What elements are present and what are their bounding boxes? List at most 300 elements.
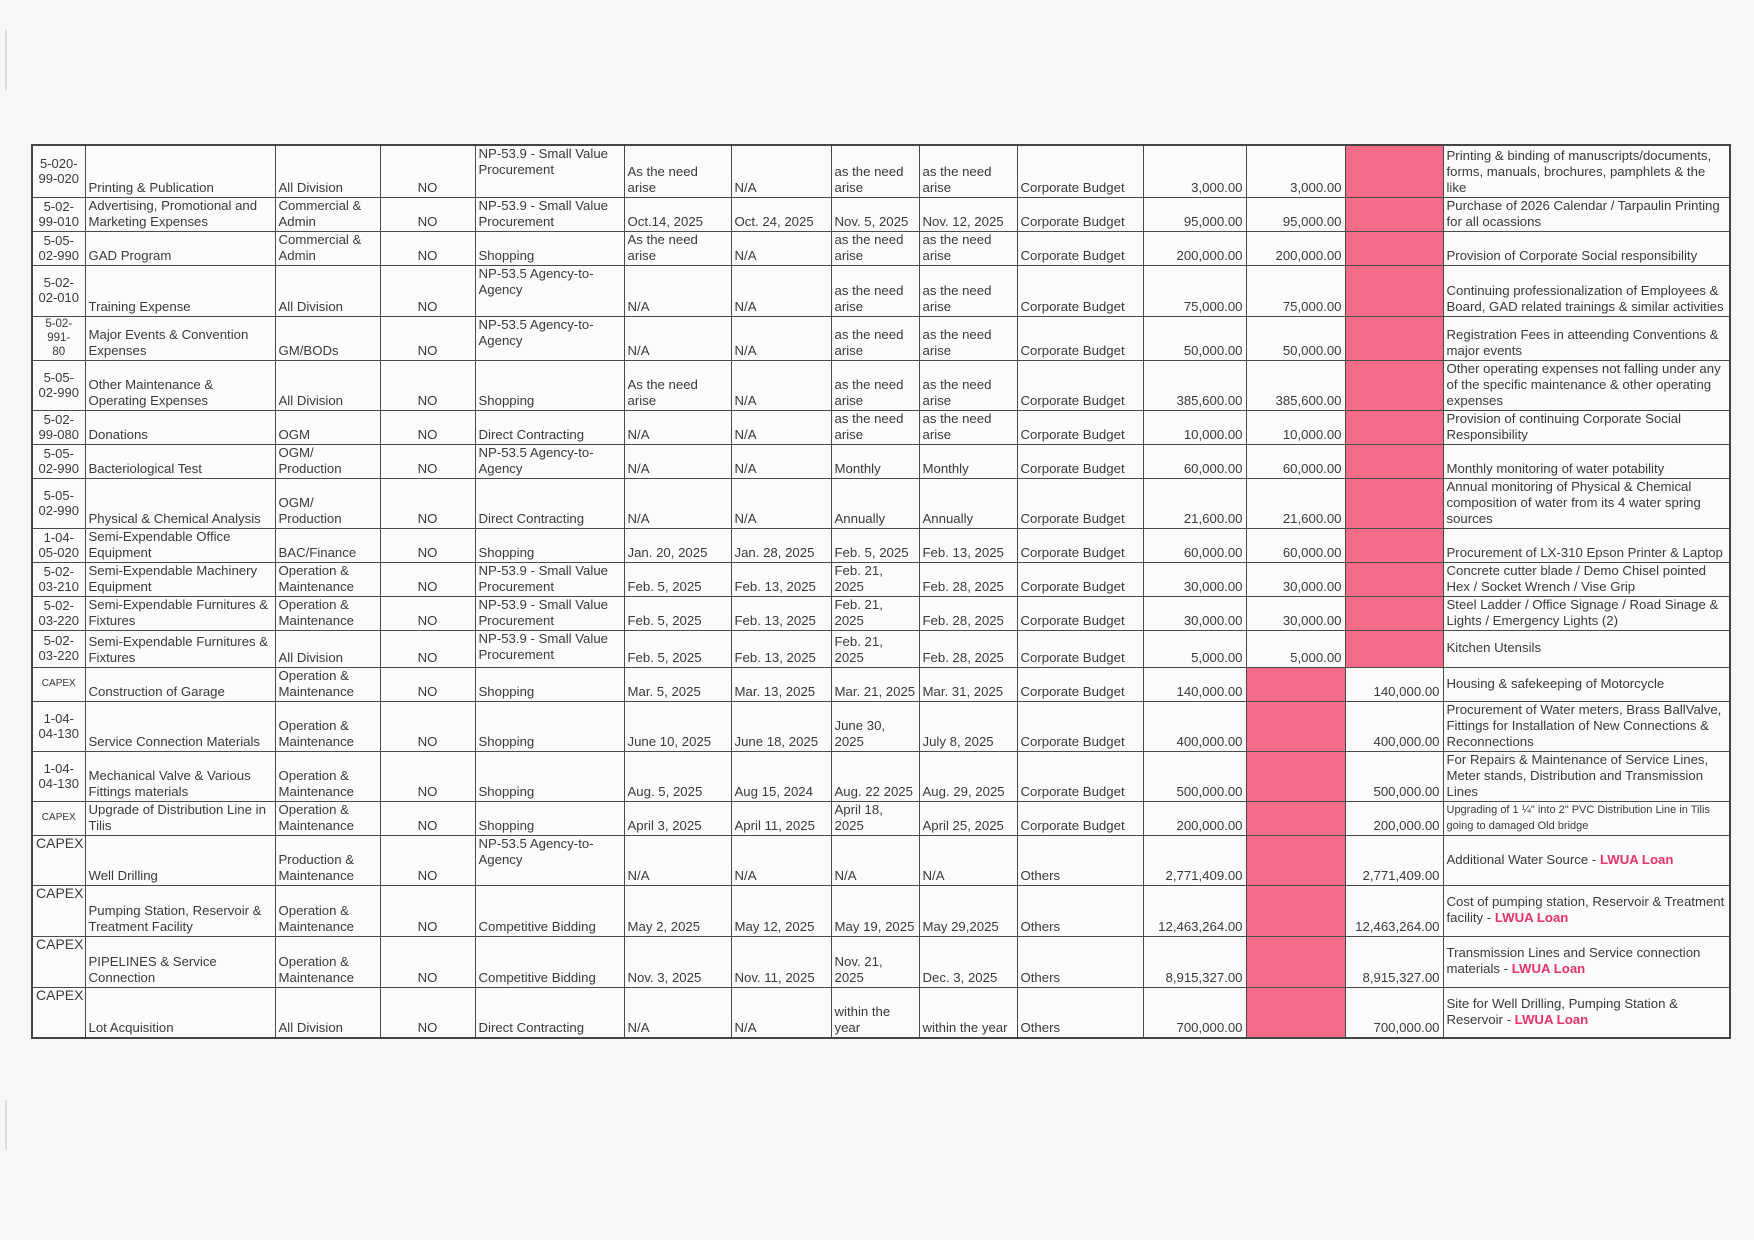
- remarks-cell: [1443, 145, 1730, 197]
- co-amount-cell: 140,000.00: [1345, 667, 1443, 701]
- remarks-text: Steel Ladder / Office Signage / Road Sinage & Lights / Emergency Lights (2): [1446, 596, 1719, 628]
- end-user-cell: Operation & Maintenance: [275, 596, 380, 630]
- remarks-text: Continuing professionalization of Employees & Board, GAD related trainings & similar activities: [1446, 282, 1724, 314]
- advertisement-date-cell: Jan. 20, 2025: [624, 528, 731, 562]
- loan-source-label: LWUA Loan: [1494, 910, 1569, 925]
- contract-signing-cell: as the need arise: [919, 265, 1017, 316]
- scan-edge-mark: [5, 1100, 7, 1150]
- total-budget-cell: 200,000.00: [1143, 231, 1246, 265]
- end-user-cell: Commercial & Admin: [275, 231, 380, 265]
- remarks-cell: [1443, 231, 1730, 265]
- total-budget-cell: 10,000.00: [1143, 410, 1246, 444]
- account-code-cell: CAPEX: [32, 987, 85, 1038]
- remarks-text: Concrete cutter blade / Demo Chisel pointed Hex / Socket Wrench / Vise Grip: [1446, 562, 1706, 594]
- total-budget-cell: 700,000.00: [1143, 987, 1246, 1038]
- fund-source-cell: Corporate Budget: [1017, 667, 1143, 701]
- remarks-cell: [1443, 835, 1730, 885]
- submission-date-cell: N/A: [731, 987, 831, 1038]
- notice-of-award-cell: April 18, 2025: [831, 801, 919, 835]
- cse-cell: NO: [380, 936, 475, 987]
- table-row: [32, 478, 1730, 528]
- end-user-cell: Operation & Maintenance: [275, 562, 380, 596]
- procurement-item-cell: Major Events & Convention Expenses: [85, 316, 275, 360]
- procurement-mode-cell: NP-53.9 - Small Value Procurement: [475, 145, 624, 197]
- procurement-item-cell: Training Expense: [85, 265, 275, 316]
- advertisement-date-cell: Feb. 5, 2025: [624, 562, 731, 596]
- notice-of-award-cell: as the need arise: [831, 145, 919, 197]
- notice-of-award-cell: within the year: [831, 987, 919, 1038]
- procurement-item-cell: Upgrade of Distribution Line in Tilis: [85, 801, 275, 835]
- remarks-cell: [1443, 701, 1730, 751]
- notice-of-award-cell: as the need arise: [831, 316, 919, 360]
- advertisement-date-cell: Mar. 5, 2025: [624, 667, 731, 701]
- account-code-cell: 5-05- 02-990: [32, 360, 85, 410]
- co-highlight-cell: [1345, 197, 1443, 231]
- procurement-item-cell: Pumping Station, Reservoir & Treatment Facility: [85, 885, 275, 936]
- account-code-cell: CAPEX: [32, 885, 85, 936]
- total-budget-cell: 385,600.00: [1143, 360, 1246, 410]
- fund-source-cell: Corporate Budget: [1017, 145, 1143, 197]
- co-highlight-cell: [1345, 630, 1443, 667]
- fund-source-cell: Corporate Budget: [1017, 316, 1143, 360]
- procurement-plan-table: [31, 144, 1731, 1039]
- contract-signing-cell: Aug. 29, 2025: [919, 751, 1017, 801]
- contract-signing-cell: Feb. 13, 2025: [919, 528, 1017, 562]
- mooe-highlight-cell: [1246, 835, 1345, 885]
- total-budget-cell: 30,000.00: [1143, 562, 1246, 596]
- procurement-mode-cell: NP-53.9 - Small Value Procurement: [475, 596, 624, 630]
- notice-of-award-cell: Aug. 22 2025: [831, 751, 919, 801]
- fund-source-cell: Corporate Budget: [1017, 630, 1143, 667]
- co-amount-cell: 400,000.00: [1345, 701, 1443, 751]
- account-code-cell: 5-020- 99-020: [32, 145, 85, 197]
- notice-of-award-cell: June 30, 2025: [831, 701, 919, 751]
- submission-date-cell: Oct. 24, 2025: [731, 197, 831, 231]
- account-code-cell: 5-05- 02-990: [32, 444, 85, 478]
- table-row: [32, 444, 1730, 478]
- total-budget-cell: 140,000.00: [1143, 667, 1246, 701]
- co-highlight-cell: [1345, 528, 1443, 562]
- cse-cell: NO: [380, 316, 475, 360]
- notice-of-award-cell: as the need arise: [831, 410, 919, 444]
- contract-signing-cell: May 29,2025: [919, 885, 1017, 936]
- procurement-item-cell: Semi-Expendable Furnitures & Fixtures: [85, 596, 275, 630]
- remarks-text: Procurement of LX-310 Epson Printer & Laptop: [1446, 544, 1723, 560]
- table-row: [32, 360, 1730, 410]
- table-row: [32, 835, 1730, 885]
- advertisement-date-cell: N/A: [624, 444, 731, 478]
- mooe-amount-cell: 95,000.00: [1246, 197, 1345, 231]
- account-code-cell: 5-05- 02-990: [32, 478, 85, 528]
- total-budget-cell: 3,000.00: [1143, 145, 1246, 197]
- table-row: [32, 231, 1730, 265]
- submission-date-cell: Feb. 13, 2025: [731, 630, 831, 667]
- contract-signing-cell: within the year: [919, 987, 1017, 1038]
- mooe-amount-cell: 385,600.00: [1246, 360, 1345, 410]
- account-code-cell: 5-02- 03-220: [32, 630, 85, 667]
- mooe-amount-cell: 60,000.00: [1246, 528, 1345, 562]
- end-user-cell: OGM/ Production: [275, 478, 380, 528]
- advertisement-date-cell: April 3, 2025: [624, 801, 731, 835]
- cse-cell: NO: [380, 444, 475, 478]
- cse-cell: NO: [380, 478, 475, 528]
- procurement-mode-cell: NP-53.5 Agency-to-Agency: [475, 316, 624, 360]
- table-row: [32, 701, 1730, 751]
- remarks-cell: [1443, 751, 1730, 801]
- mooe-amount-cell: 50,000.00: [1246, 316, 1345, 360]
- fund-source-cell: Corporate Budget: [1017, 701, 1143, 751]
- remarks-cell: [1443, 885, 1730, 936]
- advertisement-date-cell: May 2, 2025: [624, 885, 731, 936]
- procurement-item-cell: Bacteriological Test: [85, 444, 275, 478]
- procurement-mode-cell: Direct Contracting: [475, 987, 624, 1038]
- remarks-text: Other operating expenses not falling under any of the specific maintenance & other operating expenses: [1446, 360, 1721, 408]
- submission-date-cell: N/A: [731, 444, 831, 478]
- account-code-cell: 5-02- 03-220: [32, 596, 85, 630]
- submission-date-cell: N/A: [731, 316, 831, 360]
- co-amount-cell: 200,000.00: [1345, 801, 1443, 835]
- advertisement-date-cell: N/A: [624, 478, 731, 528]
- co-highlight-cell: [1345, 410, 1443, 444]
- total-budget-cell: 500,000.00: [1143, 751, 1246, 801]
- notice-of-award-cell: Nov. 21, 2025: [831, 936, 919, 987]
- contract-signing-cell: Monthly: [919, 444, 1017, 478]
- notice-of-award-cell: as the need arise: [831, 265, 919, 316]
- table-row: [32, 410, 1730, 444]
- remarks-cell: [1443, 444, 1730, 478]
- procurement-item-cell: Lot Acquisition: [85, 987, 275, 1038]
- account-code-cell: CAPEX: [32, 936, 85, 987]
- total-budget-cell: 400,000.00: [1143, 701, 1246, 751]
- loan-source-label: LWUA Loan: [1599, 851, 1674, 867]
- remarks-cell: [1443, 801, 1730, 835]
- procurement-mode-cell: Shopping: [475, 231, 624, 265]
- contract-signing-cell: N/A: [919, 835, 1017, 885]
- notice-of-award-cell: Feb. 21, 2025: [831, 596, 919, 630]
- end-user-cell: All Division: [275, 987, 380, 1038]
- notice-of-award-cell: Mar. 21, 2025: [831, 667, 919, 701]
- remarks-cell: [1443, 987, 1730, 1038]
- remarks-text: Kitchen Utensils: [1446, 640, 1542, 655]
- remarks-text: Upgrading of 1 ¼" into 2" PVC Distribution Line in Tilis going to damaged Old bridge: [1446, 803, 1710, 832]
- cse-cell: NO: [380, 265, 475, 316]
- procurement-mode-cell: Competitive Bidding: [475, 936, 624, 987]
- remarks-cell: [1443, 936, 1730, 987]
- mooe-amount-cell: 3,000.00: [1246, 145, 1345, 197]
- co-highlight-cell: [1345, 562, 1443, 596]
- mooe-amount-cell: 21,600.00: [1246, 478, 1345, 528]
- submission-date-cell: N/A: [731, 835, 831, 885]
- contract-signing-cell: April 25, 2025: [919, 801, 1017, 835]
- procurement-item-cell: Semi-Expendable Machinery Equipment: [85, 562, 275, 596]
- procurement-mode-cell: NP-53.5 Agency-to-Agency: [475, 835, 624, 885]
- procurement-item-cell: Other Maintenance & Operating Expenses: [85, 360, 275, 410]
- account-code-cell: 5-02- 02-010: [32, 265, 85, 316]
- submission-date-cell: N/A: [731, 410, 831, 444]
- remarks-text: Cost of pumping station, Reservoir & Treatment facility -: [1446, 894, 1725, 925]
- co-highlight-cell: [1345, 360, 1443, 410]
- fund-source-cell: Corporate Budget: [1017, 528, 1143, 562]
- cse-cell: NO: [380, 410, 475, 444]
- notice-of-award-cell: Nov. 5, 2025: [831, 197, 919, 231]
- advertisement-date-cell: Oct.14, 2025: [624, 197, 731, 231]
- total-budget-cell: 21,600.00: [1143, 478, 1246, 528]
- cse-cell: NO: [380, 145, 475, 197]
- table-row: [32, 667, 1730, 701]
- cse-cell: NO: [380, 835, 475, 885]
- fund-source-cell: Others: [1017, 936, 1143, 987]
- contract-signing-cell: as the need arise: [919, 410, 1017, 444]
- co-amount-cell: 2,771,409.00: [1345, 835, 1443, 885]
- notice-of-award-cell: Feb. 21, 2025: [831, 630, 919, 667]
- procurement-mode-cell: NP-53.5 Agency-to-Agency: [475, 265, 624, 316]
- remarks-cell: [1443, 316, 1730, 360]
- end-user-cell: Operation & Maintenance: [275, 751, 380, 801]
- mooe-amount-cell: 10,000.00: [1246, 410, 1345, 444]
- procurement-item-cell: Printing & Publication: [85, 145, 275, 197]
- total-budget-cell: 75,000.00: [1143, 265, 1246, 316]
- total-budget-cell: 2,771,409.00: [1143, 835, 1246, 885]
- remarks-text: Registration Fees in atteending Conventions & major events: [1446, 326, 1719, 358]
- remarks-text: Additional Water Source -: [1446, 851, 1600, 867]
- contract-signing-cell: as the need arise: [919, 231, 1017, 265]
- contract-signing-cell: Mar. 31, 2025: [919, 667, 1017, 701]
- end-user-cell: All Division: [275, 630, 380, 667]
- total-budget-cell: 50,000.00: [1143, 316, 1246, 360]
- notice-of-award-cell: Feb. 5, 2025: [831, 528, 919, 562]
- contract-signing-cell: Nov. 12, 2025: [919, 197, 1017, 231]
- fund-source-cell: Corporate Budget: [1017, 444, 1143, 478]
- procurement-item-cell: Construction of Garage: [85, 667, 275, 701]
- end-user-cell: All Division: [275, 145, 380, 197]
- co-highlight-cell: [1345, 478, 1443, 528]
- submission-date-cell: April 11, 2025: [731, 801, 831, 835]
- total-budget-cell: 95,000.00: [1143, 197, 1246, 231]
- cse-cell: NO: [380, 231, 475, 265]
- cse-cell: NO: [380, 701, 475, 751]
- cse-cell: NO: [380, 801, 475, 835]
- contract-signing-cell: Feb. 28, 2025: [919, 562, 1017, 596]
- procurement-mode-cell: NP-53.5 Agency-to-Agency: [475, 444, 624, 478]
- fund-source-cell: Corporate Budget: [1017, 231, 1143, 265]
- co-amount-cell: 500,000.00: [1345, 751, 1443, 801]
- remarks-cell: [1443, 630, 1730, 667]
- total-budget-cell: 60,000.00: [1143, 444, 1246, 478]
- cse-cell: NO: [380, 528, 475, 562]
- table-row: [32, 145, 1730, 197]
- fund-source-cell: Corporate Budget: [1017, 562, 1143, 596]
- contract-signing-cell: as the need arise: [919, 316, 1017, 360]
- mooe-amount-cell: 75,000.00: [1246, 265, 1345, 316]
- remarks-cell: [1443, 265, 1730, 316]
- procurement-mode-cell: Shopping: [475, 801, 624, 835]
- remarks-cell: [1443, 360, 1730, 410]
- remarks-cell: [1443, 478, 1730, 528]
- procurement-mode-cell: Shopping: [475, 528, 624, 562]
- contract-signing-cell: Feb. 28, 2025: [919, 596, 1017, 630]
- contract-signing-cell: Dec. 3, 2025: [919, 936, 1017, 987]
- table-row: [32, 316, 1730, 360]
- procurement-mode-cell: NP-53.9 - Small Value Procurement: [475, 562, 624, 596]
- advertisement-date-cell: Feb. 5, 2025: [624, 596, 731, 630]
- remarks-text: Transmission Lines and Service connection materials -: [1446, 945, 1701, 976]
- advertisement-date-cell: As the need arise: [624, 360, 731, 410]
- submission-date-cell: Nov. 11, 2025: [731, 936, 831, 987]
- account-code-cell: 5-02- 99-010: [32, 197, 85, 231]
- submission-date-cell: Mar. 13, 2025: [731, 667, 831, 701]
- procurement-mode-cell: Direct Contracting: [475, 410, 624, 444]
- co-amount-cell: 12,463,264.00: [1345, 885, 1443, 936]
- total-budget-cell: 200,000.00: [1143, 801, 1246, 835]
- end-user-cell: Operation & Maintenance: [275, 667, 380, 701]
- notice-of-award-cell: Annually: [831, 478, 919, 528]
- table-row: [32, 596, 1730, 630]
- table-row: [32, 801, 1730, 835]
- table-row: [32, 630, 1730, 667]
- table-row: [32, 936, 1730, 987]
- mooe-highlight-cell: [1246, 801, 1345, 835]
- table-row: [32, 562, 1730, 596]
- mooe-highlight-cell: [1246, 987, 1345, 1038]
- cse-cell: NO: [380, 885, 475, 936]
- table-row: [32, 987, 1730, 1038]
- procurement-item-cell: Donations: [85, 410, 275, 444]
- remarks-text: Printing & binding of manuscripts/documents, forms, manuals, brochures, pamphlets & the like: [1446, 147, 1712, 195]
- contract-signing-cell: as the need arise: [919, 360, 1017, 410]
- notice-of-award-cell: May 19, 2025: [831, 885, 919, 936]
- mooe-highlight-cell: [1246, 936, 1345, 987]
- procurement-mode-cell: Shopping: [475, 701, 624, 751]
- remarks-text: For Repairs & Maintenance of Service Lines, Meter stands, Distribution and Transmission Lines: [1446, 751, 1709, 799]
- procurement-item-cell: Service Connection Materials: [85, 701, 275, 751]
- advertisement-date-cell: Aug. 5, 2025: [624, 751, 731, 801]
- remarks-text: Procurement of Water meters, Brass BallValve, Fittings for Installation of New Connections & Reconnections: [1446, 701, 1722, 749]
- submission-date-cell: N/A: [731, 265, 831, 316]
- fund-source-cell: Corporate Budget: [1017, 360, 1143, 410]
- remarks-cell: [1443, 596, 1730, 630]
- mooe-highlight-cell: [1246, 751, 1345, 801]
- remarks-text: Purchase of 2026 Calendar / Tarpaulin Printing for all ocassions: [1446, 197, 1720, 229]
- advertisement-date-cell: Feb. 5, 2025: [624, 630, 731, 667]
- co-highlight-cell: [1345, 596, 1443, 630]
- procurement-mode-cell: Shopping: [475, 751, 624, 801]
- account-code-cell: 5-05- 02-990: [32, 231, 85, 265]
- scan-edge-mark: [5, 30, 7, 90]
- procurement-item-cell: Physical & Chemical Analysis: [85, 478, 275, 528]
- cse-cell: NO: [380, 987, 475, 1038]
- total-budget-cell: 8,915,327.00: [1143, 936, 1246, 987]
- submission-date-cell: Jan. 28, 2025: [731, 528, 831, 562]
- co-highlight-cell: [1345, 265, 1443, 316]
- end-user-cell: Operation & Maintenance: [275, 936, 380, 987]
- fund-source-cell: Corporate Budget: [1017, 596, 1143, 630]
- account-code-cell: 5-02-991- 80: [32, 316, 85, 360]
- cse-cell: NO: [380, 197, 475, 231]
- procurement-mode-cell: NP-53.9 - Small Value Procurement: [475, 197, 624, 231]
- cse-cell: NO: [380, 667, 475, 701]
- account-code-cell: 1-04- 04-130: [32, 751, 85, 801]
- notice-of-award-cell: Monthly: [831, 444, 919, 478]
- account-code-cell: 1-04- 05-020: [32, 528, 85, 562]
- advertisement-date-cell: Nov. 3, 2025: [624, 936, 731, 987]
- submission-date-cell: N/A: [731, 360, 831, 410]
- fund-source-cell: Corporate Budget: [1017, 751, 1143, 801]
- cse-cell: NO: [380, 360, 475, 410]
- procurement-mode-cell: Direct Contracting: [475, 478, 624, 528]
- submission-date-cell: N/A: [731, 231, 831, 265]
- submission-date-cell: May 12, 2025: [731, 885, 831, 936]
- loan-source-label: LWUA Loan: [1514, 1011, 1589, 1027]
- contract-signing-cell: as the need arise: [919, 145, 1017, 197]
- account-code-cell: CAPEX: [32, 835, 85, 885]
- submission-date-cell: N/A: [731, 145, 831, 197]
- end-user-cell: OGM: [275, 410, 380, 444]
- table-row: [32, 197, 1730, 231]
- account-code-cell: CAPEX: [32, 801, 85, 835]
- fund-source-cell: Corporate Budget: [1017, 410, 1143, 444]
- fund-source-cell: Others: [1017, 835, 1143, 885]
- fund-source-cell: Others: [1017, 885, 1143, 936]
- co-amount-cell: 8,915,327.00: [1345, 936, 1443, 987]
- fund-source-cell: Others: [1017, 987, 1143, 1038]
- co-highlight-cell: [1345, 145, 1443, 197]
- remarks-cell: [1443, 197, 1730, 231]
- remarks-text: Provision of Corporate Social responsibility: [1446, 247, 1698, 263]
- remarks-cell: [1443, 410, 1730, 444]
- notice-of-award-cell: as the need arise: [831, 231, 919, 265]
- advertisement-date-cell: As the need arise: [624, 231, 731, 265]
- cse-cell: NO: [380, 630, 475, 667]
- contract-signing-cell: Feb. 28, 2025: [919, 630, 1017, 667]
- end-user-cell: OGM/ Production: [275, 444, 380, 478]
- table-row: [32, 265, 1730, 316]
- submission-date-cell: Feb. 13, 2025: [731, 596, 831, 630]
- submission-date-cell: Feb. 13, 2025: [731, 562, 831, 596]
- submission-date-cell: Aug 15, 2024: [731, 751, 831, 801]
- end-user-cell: GM/BODs: [275, 316, 380, 360]
- mooe-amount-cell: 30,000.00: [1246, 562, 1345, 596]
- mooe-highlight-cell: [1246, 885, 1345, 936]
- submission-date-cell: N/A: [731, 478, 831, 528]
- account-code-cell: 5-02- 99-080: [32, 410, 85, 444]
- cse-cell: NO: [380, 562, 475, 596]
- remarks-text: Provision of continuing Corporate Social Responsibility: [1446, 410, 1682, 442]
- end-user-cell: Operation & Maintenance: [275, 885, 380, 936]
- procurement-item-cell: Well Drilling: [85, 835, 275, 885]
- procurement-mode-cell: Shopping: [475, 360, 624, 410]
- remarks-text: Housing & safekeeping of Motorcycle: [1446, 675, 1665, 691]
- account-code-cell: CAPEX: [32, 667, 85, 701]
- end-user-cell: Production & Maintenance: [275, 835, 380, 885]
- contract-signing-cell: July 8, 2025: [919, 701, 1017, 751]
- fund-source-cell: Corporate Budget: [1017, 265, 1143, 316]
- mooe-amount-cell: 5,000.00: [1246, 630, 1345, 667]
- remarks-text: Annual monitoring of Physical & Chemical composition of water from its 4 water spring sources: [1446, 478, 1701, 526]
- mooe-highlight-cell: [1246, 667, 1345, 701]
- advertisement-date-cell: June 10, 2025: [624, 701, 731, 751]
- notice-of-award-cell: Feb. 21, 2025: [831, 562, 919, 596]
- procurement-item-cell: Mechanical Valve & Various Fittings materials: [85, 751, 275, 801]
- contract-signing-cell: Annually: [919, 478, 1017, 528]
- procurement-item-cell: Semi-Expendable Office Equipment: [85, 528, 275, 562]
- cse-cell: NO: [380, 596, 475, 630]
- advertisement-date-cell: N/A: [624, 316, 731, 360]
- account-code-cell: 1-04- 04-130: [32, 701, 85, 751]
- mooe-highlight-cell: [1246, 701, 1345, 751]
- remarks-cell: [1443, 528, 1730, 562]
- fund-source-cell: Corporate Budget: [1017, 197, 1143, 231]
- mooe-amount-cell: 30,000.00: [1246, 596, 1345, 630]
